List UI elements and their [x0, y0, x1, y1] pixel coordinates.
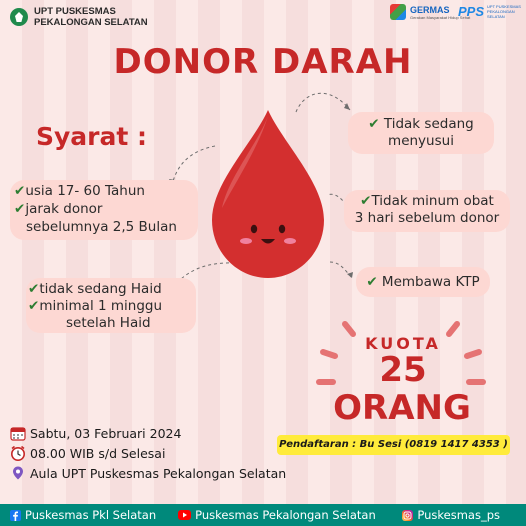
youtube-link[interactable] [178, 508, 376, 522]
quota-label: KUOTA [365, 334, 441, 353]
requirement-card-menstruation [26, 278, 196, 333]
youtube-icon [178, 510, 191, 520]
requirement-text: jarak donor [25, 201, 103, 217]
facebook-link[interactable] [10, 508, 156, 522]
event-time [10, 445, 165, 461]
pps-caption: UPT PUSKESMAS PEKALONGAN SELATAN [487, 4, 521, 19]
event-place-text: Aula UPT Puskesmas Pekalongan Selatan [30, 465, 287, 481]
instagram-handle: Puskesmas_ps [417, 508, 500, 522]
requirement-text: usia 17- 60 Tahun [25, 183, 145, 199]
facebook-icon [10, 510, 21, 521]
check-icon: ✔ [28, 281, 40, 297]
check-icon: ✔ [360, 193, 372, 209]
event-date [10, 425, 181, 441]
registration-contact: Pendaftaran : Bu Sesi (0819 1417 4353 ) [277, 435, 510, 455]
social-footer [0, 504, 526, 526]
requirements-heading: Syarat : [36, 122, 148, 151]
instagram-icon [402, 510, 413, 521]
check-icon: ✔ [14, 201, 26, 217]
check-icon: ✔ [14, 183, 26, 199]
instagram-link[interactable] [402, 508, 500, 522]
org-name-line2: PEKALONGAN SELATAN [34, 17, 148, 28]
check-icon: ✔ [366, 274, 378, 290]
germas-name: GERMAS [410, 4, 450, 15]
page-title: DONOR DARAH [113, 42, 413, 82]
requirement-card-breastfeeding [348, 112, 494, 154]
calendar-icon [10, 425, 26, 441]
requirement-text: 3 hari sebelum donor [354, 210, 500, 226]
germas-subtitle: Gerakan Masyarakat Hidup Sehat [410, 14, 471, 20]
requirement-card-ktp [356, 267, 490, 297]
requirement-text: minimal 1 minggu [39, 298, 163, 314]
quota-number: 25 [379, 350, 427, 390]
facebook-handle: Puskesmas Pkl Selatan [25, 508, 157, 522]
quota-unit: ORANG [333, 388, 471, 428]
requirement-text: setelah Haid [66, 315, 151, 331]
requirement-text: sebelumnya 2,5 Bulan [26, 219, 177, 235]
requirement-card-age [10, 180, 198, 240]
check-icon: ✔ [28, 298, 40, 314]
blood-drop-icon [208, 108, 328, 280]
event-place [10, 465, 286, 481]
requirement-text: Tidak sedang [383, 116, 474, 132]
requirement-text: tidak sedang Haid [39, 281, 162, 297]
requirement-text: menyusui [388, 133, 454, 149]
pps-logo-icon: PPS [458, 4, 485, 19]
youtube-handle: Puskesmas Pekalongan Selatan [195, 508, 376, 522]
check-icon: ✔ [368, 116, 380, 132]
event-date-text: Sabtu, 03 Februari 2024 [30, 425, 182, 441]
requirement-text: Tidak minum obat [371, 193, 494, 209]
requirement-text: Membawa KTP [381, 274, 480, 290]
location-pin-icon [10, 465, 26, 481]
event-time-text: 08.00 WIB s/d Selesai [30, 445, 166, 461]
requirement-card-medication [344, 190, 510, 232]
clock-icon [10, 445, 26, 461]
org-name-line1: UPT PUSKESMAS [34, 6, 116, 17]
